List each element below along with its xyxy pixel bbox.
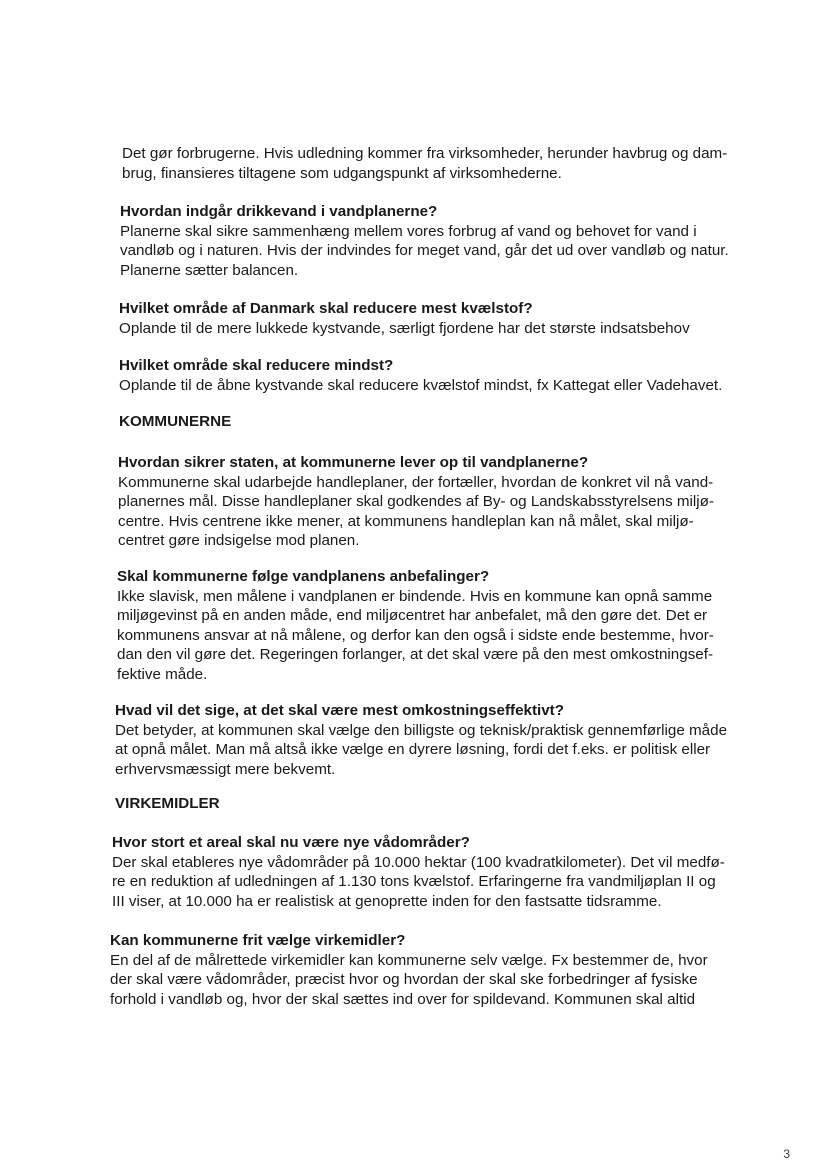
question-heading: Hvordan sikrer staten, at kommunerne lever op til vandplanerne? [118, 454, 589, 471]
text-line: brug, finansieres tiltagene som udgangspunkt af virksomhederne. [122, 164, 562, 182]
text-line: Oplande til de åbne kystvande skal reducere kvælstof mindst, fx Kattegat eller Vadehavet. [119, 376, 723, 394]
question-heading: Hvad vil det sige, at det skal være mest omkostningseffektivt? [115, 702, 565, 719]
text-line: re en reduktion af udledningen af 1.130 tons kvælstof. Erfaringerne fra vandmiljøplan II og [112, 873, 716, 891]
text-line: Det betyder, at kommunen skal vælge den billigste og teknisk/praktisk gennemførlige måde [115, 721, 728, 739]
question-heading: Hvor stort et areal skal nu være nye vådområder? [112, 834, 470, 851]
text-line: kommunens ansvar at nå målene, og derfor kan den også i sidste ende bestemme, hvor- [117, 626, 714, 644]
question-heading: Hvilket område skal reducere mindst? [119, 357, 394, 374]
text-line: centre. Hvis centrene ikke mener, at kommunens handleplan kan nå målet, skal miljø- [118, 512, 694, 530]
text-line: vandløb og i naturen. Hvis der indvindes for meget vand, går det ud over vandløb og natur. [120, 242, 729, 260]
qa-mest-kvaelstof [119, 299, 690, 338]
text-line: Kommunerne skal udarbejde handleplaner, der fortæller, hvordan de konkret vil nå vand- [118, 473, 714, 491]
question-heading: Kan kommunerne frit vælge virkemidler? [110, 932, 406, 949]
question-heading: Hvilket område af Danmark skal reducere mest kvælstof? [119, 300, 533, 317]
qa-anbefalinger [117, 567, 714, 685]
page-number: 3 [783, 1147, 790, 1161]
text-line: Der skal etableres nye vådområder på 10.000 hektar (100 kvadratkilometer). Det vil medfø- [112, 853, 725, 871]
question-heading: Hvordan indgår drikkevand i vandplanerne? [120, 203, 438, 220]
text-line: at opnå målet. Man må altså ikke vælge en dyrere løsning, fordi det f.eks. er politisk eller [115, 741, 711, 759]
section-heading-kommunerne: KOMMUNERNE [119, 413, 232, 430]
qa-staten [118, 453, 714, 551]
text-line: Planerne sætter balancen. [120, 261, 299, 279]
text-line: III viser, at 10.000 ha er realistisk at genoprette inden for den fastsatte tidsramme. [112, 892, 662, 910]
text-line: Det gør forbrugerne. Hvis udledning kommer fra virksomheder, herunder havbrug og dam- [122, 145, 728, 162]
text-line: Ikke slavisk, men målene i vandplanen er bindende. Hvis en kommune kan opnå samme [117, 587, 713, 605]
text-line: planernes mål. Disse handleplaner skal godkendes af By- og Landskabsstyrelsens miljø- [118, 493, 714, 511]
qa-omkostningseffektivt [115, 701, 727, 779]
text-line: miljøgevinst på en anden måde, end miljøcentret har anbefalet, må den gøre det. Det er [117, 607, 708, 625]
text-line: fektive måde. [117, 665, 208, 683]
intro-paragraph [122, 144, 727, 183]
qa-virkemidler [110, 931, 708, 1009]
text-line: En del af de målrettede virkemidler kan kommunerne selv vælge. Fx bestemmer de, hvor [110, 951, 708, 969]
text-line: Planerne skal sikre sammenhæng mellem vores forbrug af vand og behovet for vand i [120, 222, 697, 240]
qa-vaadomraader [112, 833, 725, 911]
text-line: der skal være vådområder, præcist hvor og hvordan der skal ske forbedringer af fysiske [110, 971, 698, 989]
section-heading-virkemidler: VIRKEMIDLER [115, 795, 220, 812]
qa-drikkevand [120, 202, 729, 280]
qa-mindst [119, 356, 722, 395]
text-line: forhold i vandløb og, hvor der skal sættes ind over for spildevand. Kommunen skal altid [110, 990, 696, 1008]
text-line: erhvervsmæssigt mere bekvemt. [115, 760, 336, 778]
text-line: centret gøre indsigelse mod planen. [118, 532, 360, 550]
text-line: dan den vil gøre det. Regeringen forlanger, at det skal være på den mest omkostningsef- [117, 646, 714, 664]
question-heading: Skal kommunerne følge vandplanens anbefalinger? [117, 568, 490, 585]
text-line: Oplande til de mere lukkede kystvande, særligt fjordene har det største indsatsbehov [119, 319, 690, 337]
